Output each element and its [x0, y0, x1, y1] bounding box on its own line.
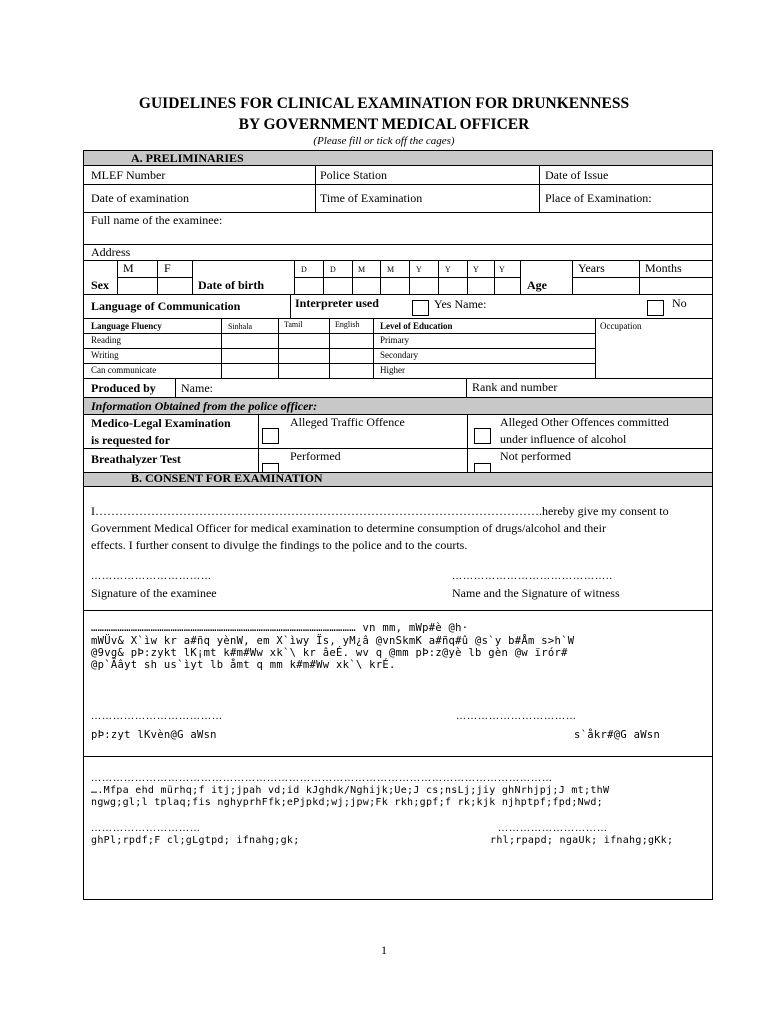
document-title-line1: GUIDELINES FOR CLINICAL EXAMINATION FOR DRUNKENNESS — [138, 95, 630, 112]
consent-line-1: I………………………………………………………………………………………………….hereby give my consent to — [91, 504, 669, 518]
dob-cell-y2[interactable]: Y — [445, 265, 451, 274]
witness-signature-line[interactable]: …………………………………….. — [452, 571, 613, 582]
mle-request-label-line1: Medico-Legal Examination — [91, 416, 231, 430]
fluency-row-reading: Reading — [91, 335, 121, 345]
tamil-consent-line-2: ngwg;gl;l tplaq;fis nghyprhFfk;ePjpkd;wj;jpw;Fk rkh;gpf;f rk;kjk njhptpf;fpd;Nwd; — [91, 797, 603, 808]
interpreter-yes-checkbox[interactable] — [412, 300, 429, 316]
breathalyzer-test-label: Breathalyzer Test — [91, 452, 181, 466]
fluency-row-can-communicate: Can communicate — [91, 365, 157, 375]
mle-request-label-line2: is requested for — [91, 433, 171, 447]
dob-cell-y4[interactable]: Y — [499, 265, 505, 274]
language-fluency-heading: Language Fluency — [91, 321, 162, 331]
breathalyzer-performed-label: Performed — [290, 449, 341, 463]
tamil-consent-dots[interactable]: ……………………………………………………………………………………………………………… — [91, 773, 553, 784]
dob-cell-y1[interactable]: Y — [416, 265, 422, 274]
consent-line-3: effects. I further consent to divulge the findings to the police and to the courts. — [91, 538, 468, 552]
sinhala-examinee-signature-line[interactable]: ……………………………… — [91, 711, 223, 722]
sex-label: Sex — [91, 278, 109, 292]
interpreter-used-label: Interpreter used — [295, 296, 379, 310]
fluency-row-writing: Writing — [91, 350, 119, 360]
alleged-other-offences-checkbox[interactable] — [474, 428, 491, 444]
section-a-heading: A. PRELIMINARIES — [131, 151, 244, 165]
document-subtitle: (Please fill or tick off the cages) — [313, 135, 455, 147]
examination-form — [83, 150, 713, 900]
produced-by-name-field[interactable]: Name: — [181, 381, 213, 395]
dob-cell-d1[interactable]: D — [301, 265, 307, 274]
alleged-other-offences-line2: under influence of alcohol — [500, 432, 627, 446]
tamil-examinee-signature-label: ghPl;rpdf;F cl;gLgtpd; ifnahg;gk; — [91, 835, 300, 846]
document-title-line2: BY GOVERNMENT MEDICAL OFFICER — [238, 116, 530, 133]
interpreter-no-label: No — [672, 296, 687, 310]
fluency-col-english: English — [335, 320, 360, 329]
rank-and-number-field[interactable]: Rank and number — [472, 380, 558, 394]
breathalyzer-not-performed-label: Not performed — [500, 449, 571, 463]
education-primary[interactable]: Primary — [380, 335, 409, 345]
examinee-signature-line[interactable]: …………………………… — [91, 571, 212, 582]
tamil-witness-signature-label: rhl;rpapd; ngaUk; ifnahg;gKk; — [490, 835, 674, 846]
tamil-examinee-signature-line[interactable]: ………………………… — [91, 823, 201, 834]
dob-cell-m2[interactable]: M — [387, 265, 395, 274]
mlef-number-field[interactable]: MLEF Number — [91, 168, 166, 182]
sinhala-examinee-signature-label: pÞ:zyt lKvèn@G aWsn — [91, 729, 217, 741]
date-of-examination-field[interactable]: Date of examination — [91, 191, 189, 205]
consent-line-2: Government Medical Officer for medical examination to determine consumption of drugs/alcohol and their — [91, 521, 606, 535]
examinee-signature-label: Signature of the examinee — [91, 586, 217, 600]
police-station-field[interactable]: Police Station — [320, 168, 387, 182]
language-of-communication-label: Language of Communication — [91, 299, 241, 313]
section-b-heading: B. CONSENT FOR EXAMINATION — [131, 471, 323, 485]
alleged-traffic-offence-label: Alleged Traffic Offence — [290, 415, 405, 429]
sinhala-witness-signature-line[interactable]: …………………………… — [456, 711, 577, 722]
page-number: 1 — [381, 943, 387, 957]
address-field[interactable]: Address — [91, 245, 131, 259]
tamil-consent-line-1: ….Mfpa ehd mürhq;f itj;jpah vd;id kJghdk/Nghijk;Ue;J cs;nsLj;jiy ghNrhjpj;J mt;thW — [91, 785, 610, 796]
education-higher[interactable]: Higher — [380, 365, 405, 375]
level-of-education-heading: Level of Education — [380, 321, 453, 331]
sinhala-consent-line-2: mWÜv& X`ìw kr a#ñq yènW, em X`ìwy Ïs, yM¿â @vnSkmK a#ñq#û @s`y b#Åm s>h`W — [91, 635, 575, 647]
education-secondary[interactable]: Secondary — [380, 350, 418, 360]
age-years-field[interactable]: Years — [578, 261, 605, 275]
tamil-witness-signature-line[interactable]: ………………………… — [498, 823, 608, 834]
fluency-col-sinhala: Sinhala — [228, 322, 252, 331]
interpreter-yes-name-field[interactable]: Yes Name: — [434, 297, 487, 311]
age-months-field[interactable]: Months — [645, 261, 682, 275]
date-of-birth-label: Date of birth — [198, 278, 264, 292]
police-info-heading: Information Obtained from the police officer: — [91, 399, 318, 413]
date-of-issue-field[interactable]: Date of Issue — [545, 168, 609, 182]
dob-cell-d2[interactable]: D — [330, 265, 336, 274]
full-name-field[interactable]: Full name of the examinee: — [91, 213, 223, 227]
sinhala-witness-signature-label: s`åkr#@G aWsn — [574, 729, 661, 741]
sex-m-option[interactable]: M — [123, 261, 134, 275]
fluency-col-tamil: Tamil — [284, 320, 303, 329]
age-label: Age — [527, 278, 547, 292]
time-of-examination-field[interactable]: Time of Examination — [320, 191, 423, 205]
sinhala-consent-line-3: @9vg& pÞ:zykt lK¡mt k#m#Ww xk`\ kr âeÉ. wv q @mm pÞ:z@yè lb gèn @w ïrór# — [91, 647, 568, 659]
witness-signature-label: Name and the Signature of witness — [452, 586, 620, 600]
sex-f-option[interactable]: F — [164, 261, 171, 275]
alleged-other-offences-line1: Alleged Other Offences committed — [500, 415, 669, 429]
sinhala-consent-line-1: ………………………………………………………………………………………………………… vn mm, mWp#è @h· — [91, 622, 469, 634]
place-of-examination-field[interactable]: Place of Examination: — [545, 191, 652, 205]
occupation-field[interactable]: Occupation — [600, 321, 642, 331]
produced-by-label: Produced by — [91, 381, 156, 395]
sinhala-consent-line-4: @p`Ãâyt sh us`ìyt lb åmt q mm k#m#Ww xk`\ krÉ. — [91, 659, 396, 671]
alleged-traffic-offence-checkbox[interactable] — [262, 428, 279, 444]
dob-cell-y3[interactable]: Y — [473, 265, 479, 274]
dob-cell-m1[interactable]: M — [358, 265, 366, 274]
interpreter-no-checkbox[interactable] — [647, 300, 664, 316]
